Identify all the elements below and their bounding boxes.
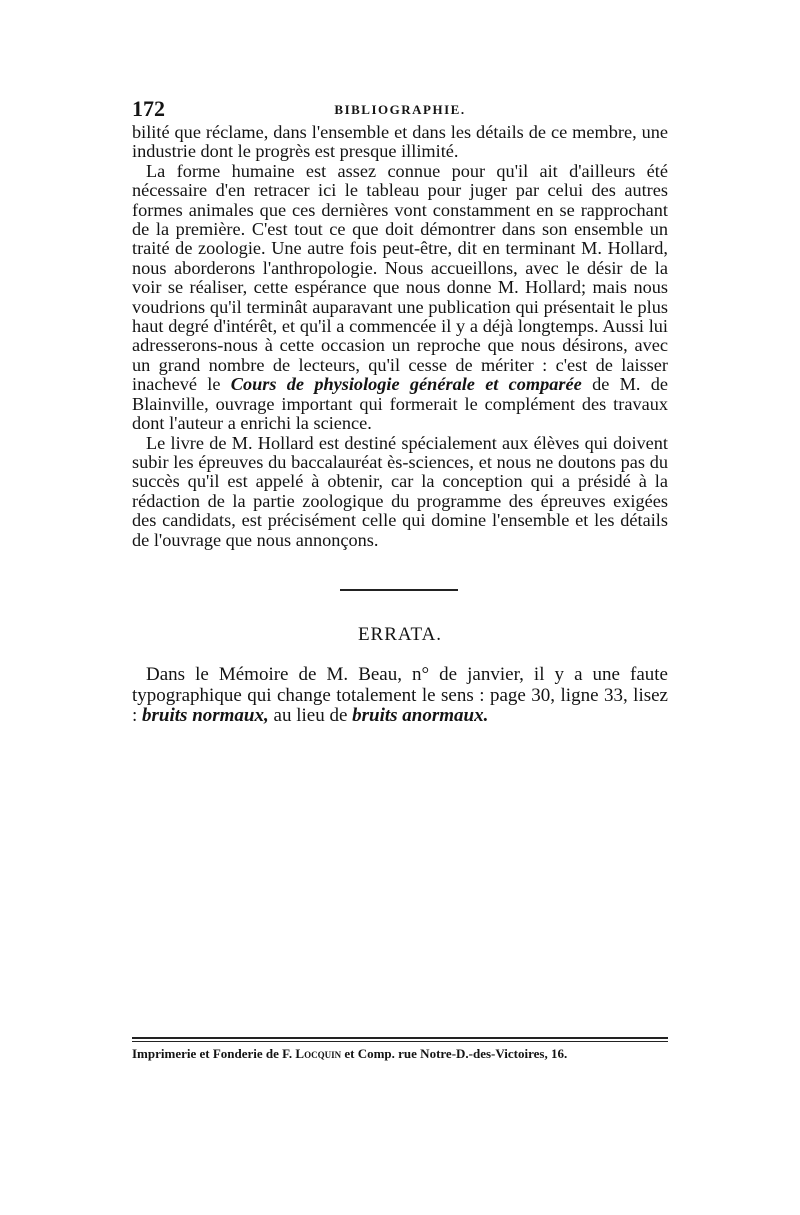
footer-rule-thin (132, 1041, 668, 1042)
errata-heading: ERRATA. (357, 624, 443, 645)
running-title: BIBLIOGRAPHIE. (334, 102, 466, 117)
imprint-suffix: et Comp. rue Notre-D.-des-Victoires, 16. (344, 1046, 568, 1061)
errata-correct-term: bruits normaux, (142, 705, 269, 726)
section-divider (340, 589, 458, 591)
errata-paragraph (132, 665, 668, 727)
printer-imprint (132, 1046, 668, 1062)
body-text (132, 123, 668, 550)
paragraph-hollard-anthropology (132, 162, 668, 434)
running-head (132, 96, 668, 120)
errata-text-middle: au lieu de (273, 705, 348, 726)
paragraph-continuation: bilité que réclame, dans l'ensemble et dans les détails de ce membre, une industrie dont le progrès est presque illimité. (132, 122, 668, 162)
imprint-printer-name: Locquin (295, 1046, 342, 1061)
page-number: 172 (132, 96, 165, 121)
footer-rule (132, 1037, 668, 1039)
paragraph-text: La forme humaine est assez connue pour qu'il ait d'ailleurs été nécessaire d'en retracer ici le tableau pour juger par celui des autres formes animales que ces dernières vont constamment en se rapprochant de la première. C'est tout ce que doit démontrer dans son ensemble un traité de zoologie. Une autre fois peut-être, dit en terminant M. Hollard, nous aborderons l'anthropologie. Nous accueillons, avec le désir de la voir se réaliser, cette espérance que nous donne M. Hollard; mais nous voudrions qu'il terminât auparavant une publication qui présentait le plus haut degré d'intérêt, et qu'il a commencée il y a déjà longtemps. Aussi lui adresserons-nous à cette occasion un reproche que nous désirons, avec un grand nombre de lecteurs, qu'il cesse de mériter : c'est de laisser inachevé le (132, 160, 668, 395)
italic-book-title: Cours de physiologie générale et comparée (230, 374, 582, 395)
errata-text: Dans le Mémoire de M. Beau, n° de janvier, il y a une faute typographique qui change totalement le sens : page 30, ligne 33, lisez : (132, 664, 668, 726)
paragraph-text-tail: de M. de Blainville, ouvrage important qui formerait le complément des travaux dont l'auteur a enrichi la science. (132, 374, 668, 434)
paragraph-hollard-book: Le livre de M. Hollard est destiné spécialement aux élèves qui doivent subir les épreuves du baccalauréat ès-sciences, et nous ne doutons pas du succès qu'il est appelé à obtenir, car la conception qui a présidé à la rédaction de la partie zoologique du programme des épreuves exigées des candidats, est précisément celle qui domine l'ensemble et les détails de l'ouvrage que nous annonçons. (132, 432, 668, 550)
imprint-prefix: Imprimerie et Fonderie de F. (132, 1046, 293, 1061)
errata-wrong-term: bruits anormaux. (352, 705, 489, 726)
